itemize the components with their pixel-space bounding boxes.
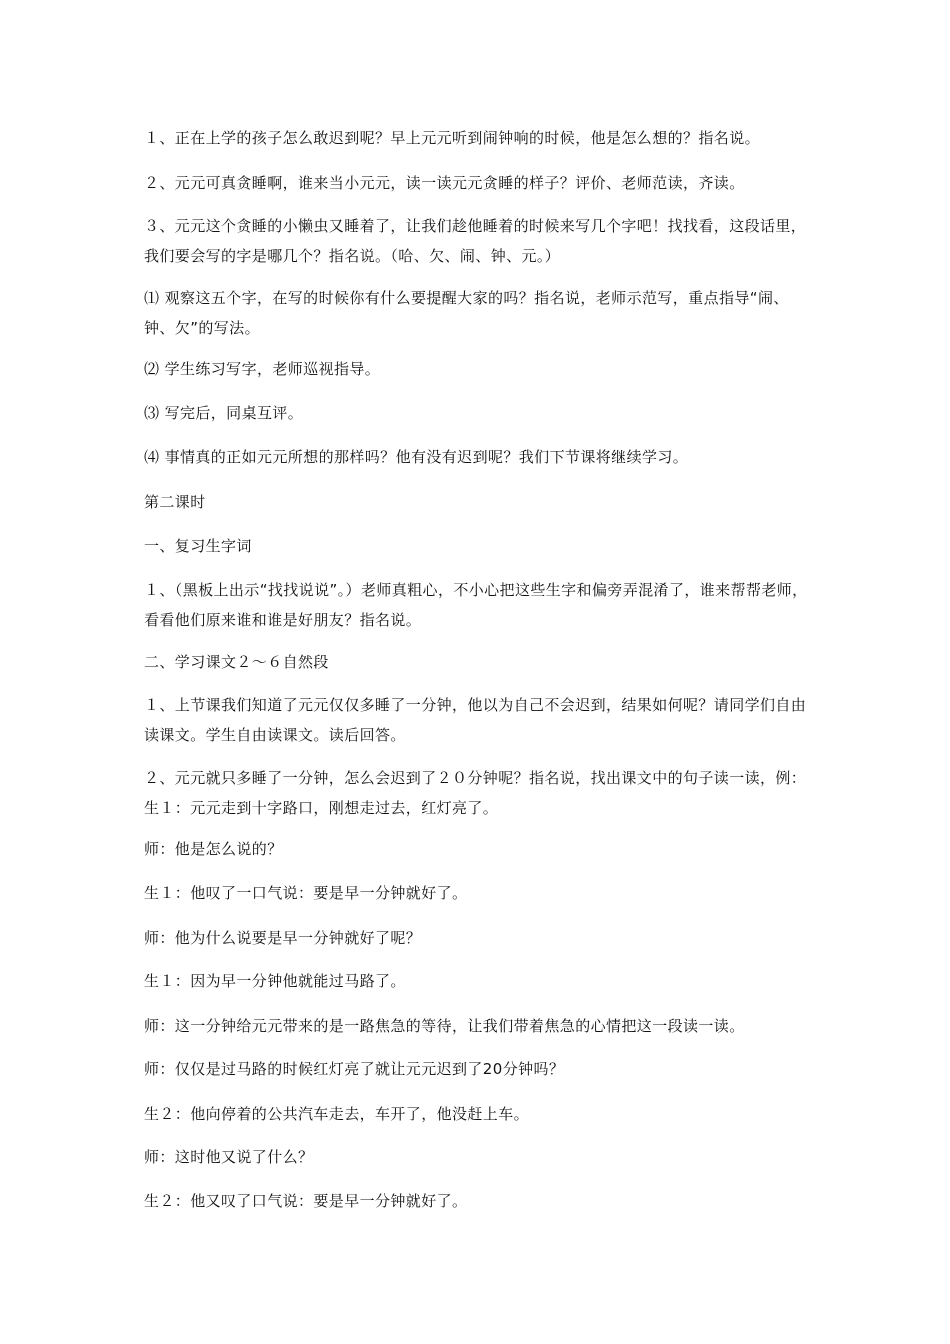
paragraph-study-2: ２、元元就只多睡了一分钟，怎么会迟到了２０分钟呢？指名说，找出课文中的句子读一读，例：生１：元元走到十字路口，刚想走过去，红灯亮了。 [144, 769, 807, 817]
section-heading-study: 二、学习课文２～６自然段 [144, 653, 329, 671]
paragraph-step-1: ⑴ 观察这五个字，在写的时候你有什么要提醒大家的吗？指名说，老师示范写，重点指导“闹、钟、欠”的写法。 [144, 289, 789, 337]
paragraph-step-3: ⑶ 写完后，同桌互评。 [144, 404, 304, 422]
dialogue-line-4: 生１：因为早一分钟他就能过马路了。 [144, 972, 406, 990]
paragraph-step-4: ⑷ 事情真的正如元元所想的那样吗？他有没有迟到呢？我们下节课将继续学习。 [144, 448, 689, 466]
dialogue-line-8: 师：这时他又说了什么？ [144, 1148, 314, 1166]
dialogue-line-9: 生２：他又叹了口气说：要是早一分钟就好了。 [144, 1192, 468, 1210]
dialogue-line-3: 师：他为什么说要是早一分钟就好了呢？ [144, 929, 422, 947]
paragraph-review-1: １、（黑板上出示“找找说说”。）老师真粗心，不小心把这些生字和偏旁弄混淆了，谁来帮帮老师，看看他们原来谁和谁是好朋友？指名说。 [144, 581, 808, 629]
paragraph-3: ３、元元这个贪睡的小懒虫又睡着了，让我们趁他睡着的时候来写几个字吧！找找看，这段话里，我们要会写的字是哪几个？指名说。（哈、欠、闹、钟、元。） [144, 217, 807, 265]
paragraph-step-2: ⑵ 学生练习写字，老师巡视指导。 [144, 360, 381, 378]
dialogue-line-7: 生２：他向停着的公共汽车走去，车开了，他没赶上车。 [144, 1105, 530, 1123]
dialogue-line-5: 师：这一分钟给元元带来的是一路焦急的等待，让我们带着焦急的心情把这一段读一读。 [144, 1017, 745, 1035]
dialogue-line-1: 师：他是怎么说的？ [144, 840, 283, 858]
section-heading-review: 一、复习生字词 [144, 537, 252, 555]
section-heading-second-lesson: 第二课时 [144, 493, 206, 511]
paragraph-study-1: １、上节课我们知道了元元仅仅多睡了一分钟，他以为自己不会迟到，结果如何呢？请同学们自由读课文。学生自由读课文。读后回答。 [144, 696, 807, 744]
dialogue-line-6: 师：仅仅是过马路的时候红灯亮了就让元元迟到了20分钟吗？ [144, 1060, 565, 1078]
dialogue-line-2: 生１：他叹了一口气说：要是早一分钟就好了。 [144, 884, 468, 902]
paragraph-2: ２、元元可真贪睡啊，谁来当小元元，读一读元元贪睡的样子？评价、老师范读，齐读。 [144, 174, 745, 192]
paragraph-1: １、正在上学的孩子怎么敢迟到呢？早上元元听到闹钟响的时候，他是怎么想的？指名说。 [144, 129, 761, 147]
